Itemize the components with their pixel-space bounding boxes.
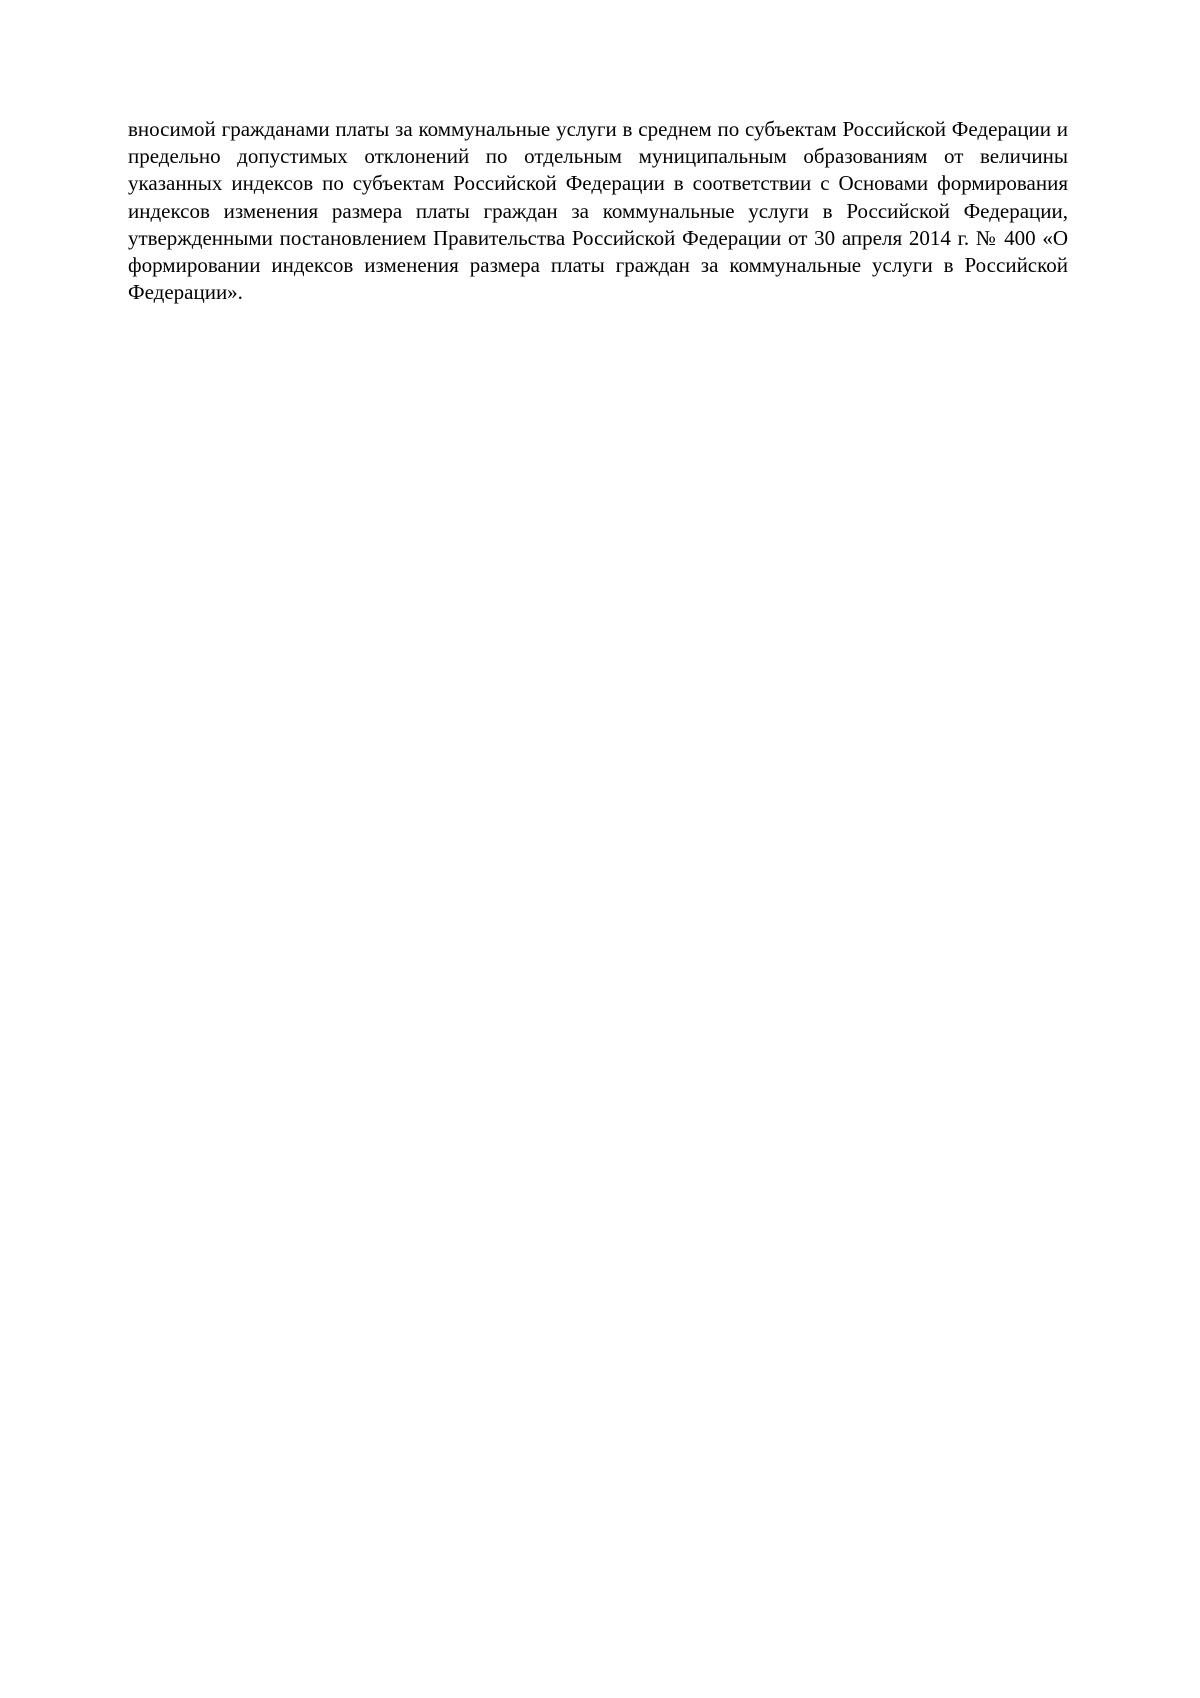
document-paragraph: вносимой гражданами платы за коммунальные услуги в среднем по субъектам Российской Федерации и предельно допустимых отклонений по отдельным муниципальным образованиям от величины указанных индексов по субъектам Российской Федерации в соответствии с Основами формирования индексов изменения размера платы граждан за коммунальные услуги в Российской Федерации, утвержденными постановлением Правительства Российской Федерации от 30 апреля 2014 г. № 400 «О формировании индексов изменения размера платы граждан за коммунальные услуги в Российской Федерации». — [128, 117, 1068, 305]
